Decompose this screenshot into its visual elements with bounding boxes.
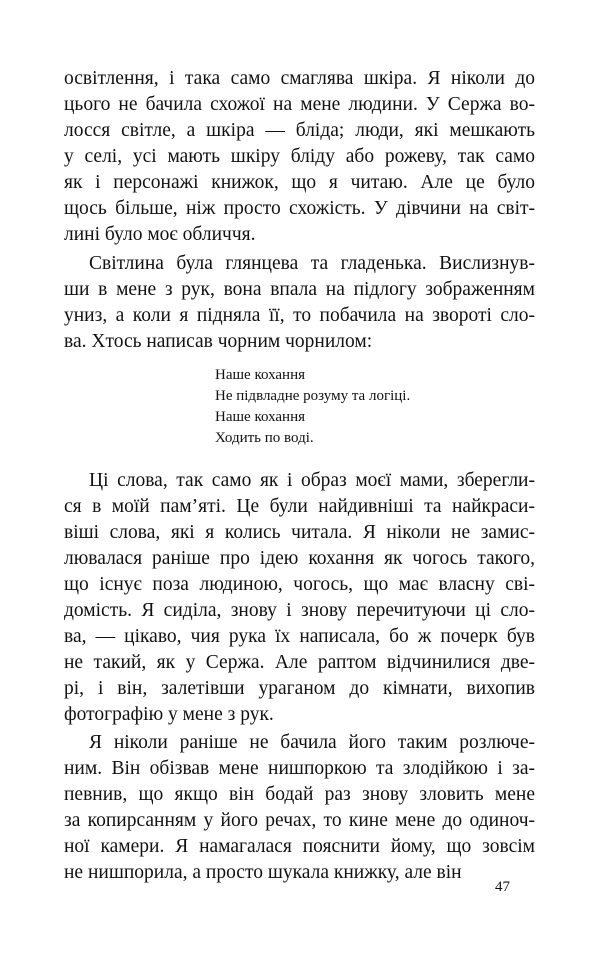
text-line: щось більше, ніж просто схожість. У дівчини на світ-: [64, 198, 535, 219]
text-line: у селі, усі мають шкіру бліду або рожеву, так само: [64, 146, 535, 167]
text-line: рі, і він, залетівши ураганом до кімнати, вихопив: [64, 678, 535, 699]
poem-line: Ходить по воді.: [215, 430, 314, 446]
text-line: домість. Я сиділа, знову і знову перечитуючи ці сло-: [64, 600, 535, 621]
text-line: за копирсанням у його речах, то кине мене до одиноч-: [64, 810, 535, 831]
text-line: ва. Хтось написав чорним чорнилом:: [64, 331, 373, 352]
poem-line: Наше кохання: [215, 409, 306, 425]
page-number: 47: [495, 879, 510, 895]
text-line: лосся світле, а шкіра — бліда; люди, які мешкають: [64, 120, 535, 141]
poem-line: Наше кохання: [215, 367, 306, 383]
text-line: не такий, як у Сержа. Але раптом відчинилися две-: [64, 652, 535, 673]
text-line: що існує поза людиною, чогось, що має власну сві-: [64, 574, 535, 595]
text-line: Ці слова, так само як і образ моєї мами, зберегли-: [89, 470, 535, 491]
text-line: Світлина була глянцева та гладенька. Вислизнув-: [89, 253, 535, 274]
text-line: не нишпорила, а просто шукала книжку, але він: [64, 862, 462, 883]
text-line: лювалася раніше про ідею кохання як чогось такого,: [64, 548, 535, 569]
text-line: ва, — цікаво, чия рука їх написала, бо ж почерк був: [64, 626, 535, 647]
text-line: лині було моє обличчя.: [64, 224, 256, 245]
text-line: ши в мене з рук, вона впала на підлогу зображенням: [64, 279, 535, 300]
text-line: цього не бачила схожої на мене людини. У Сержа во-: [64, 94, 535, 115]
text-line: віші слова, які я колись читала. Я ніколи не замис-: [64, 522, 535, 543]
text-line: освітлення, і така само смаглява шкіра. Я ніколи до: [64, 68, 535, 89]
text-line: униз, а коли я підняла її, то побачила на звороті сло-: [64, 305, 535, 326]
text-line: Я ніколи раніше не бачила його таким розлюче-: [89, 732, 535, 753]
poem-line: Не підвладне розуму та логіці.: [215, 388, 411, 404]
text-line: ної камери. Я намагалася пояснити йому, що зовсім: [64, 836, 535, 857]
text-line: як і персонажі книжок, що я читаю. Але це було: [64, 172, 535, 193]
text-line: ся в моїй пам’яті. Це були найдивніші та найкраси-: [64, 496, 535, 517]
text-line: певнив, що якщо він бодай раз знову зловить мене: [64, 784, 535, 805]
text-line: фотографію у мене з рук.: [64, 704, 274, 725]
text-line: ним. Він обізвав мене нишпоркою та злодійкою і за-: [64, 758, 535, 779]
